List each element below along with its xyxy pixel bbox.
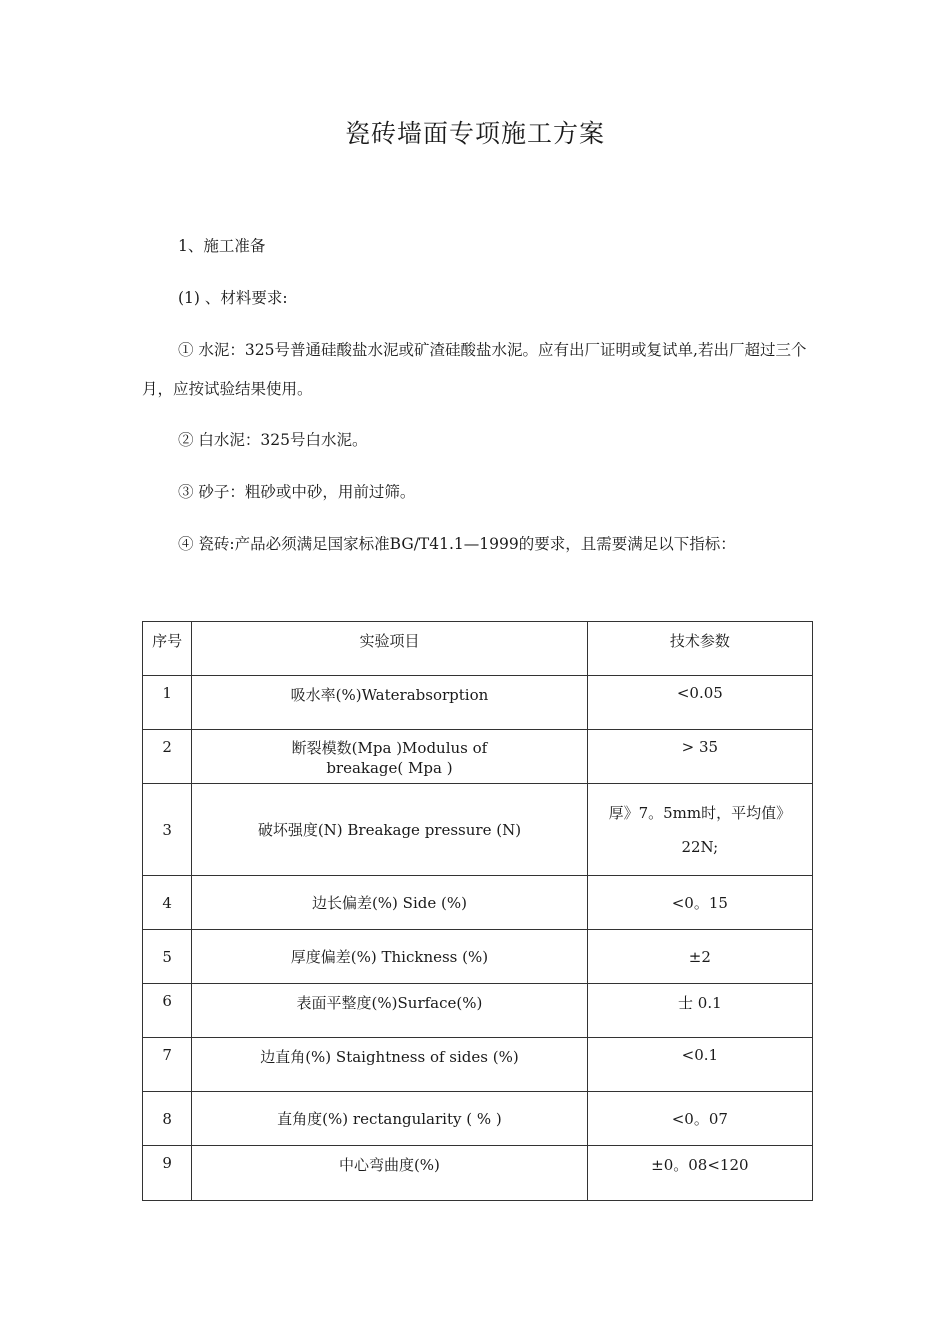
row-param: > 35 xyxy=(587,730,812,784)
row-no: 8 xyxy=(143,1092,192,1146)
section-heading: 1、施工准备 xyxy=(178,237,266,255)
row-param: ±2 xyxy=(587,930,812,984)
row-no: 5 xyxy=(143,930,192,984)
row-item: 破坏强度(N) Breakage pressure (N) xyxy=(192,784,587,876)
row-no: 1 xyxy=(143,676,192,730)
row-param: ±0。08<120 xyxy=(587,1146,812,1201)
material-item-tile: ④ 瓷砖:产品必须满足国家标准BG/T41.1—1999的要求，且需要满足以下指标： xyxy=(178,535,736,553)
row-no: 4 xyxy=(143,876,192,930)
row-param: 士 0.1 xyxy=(587,984,812,1038)
table-row xyxy=(143,930,813,984)
table-header-row xyxy=(143,622,813,676)
row-no: 3 xyxy=(143,784,192,876)
row-param: <0。15 xyxy=(587,876,812,930)
row-no: 2 xyxy=(143,730,192,784)
document-title: 瓷砖墙面专项施工方案 xyxy=(344,119,605,148)
header-param: 技术参数 xyxy=(587,622,812,676)
row-no: 7 xyxy=(143,1038,192,1092)
sub-heading: (1) 、材料要求: xyxy=(178,289,288,307)
spec-table xyxy=(142,621,813,1201)
row-param: 厚》7。5mm时，平均值》22N; xyxy=(587,784,812,876)
table-row xyxy=(143,1146,813,1201)
row-no: 6 xyxy=(143,984,192,1038)
row-item: 表面平整度(%)Surface(%) xyxy=(192,984,587,1038)
material-item-sand: ③ 砂子：粗砂或中砂，用前过筛。 xyxy=(178,483,416,501)
row-no: 9 xyxy=(143,1146,192,1201)
table-row xyxy=(143,676,813,730)
row-item: 边直角(%) Staightness of sides (%) xyxy=(192,1038,587,1092)
table-row xyxy=(143,876,813,930)
row-item: 中心弯曲度(%) xyxy=(192,1146,587,1201)
row-param: <0.05 xyxy=(587,676,812,730)
material-item-white-cement: ② 白水泥：325号白水泥。 xyxy=(178,431,368,449)
row-item: 边长偏差(%) Side (%) xyxy=(192,876,587,930)
table-row xyxy=(143,784,813,876)
material-item-cement: ① 水泥：325号普通硅酸盐水泥或矿渣硅酸盐水泥。应有出厂证明或复试单,若出厂超过三个月，应按试验结果使用。 xyxy=(142,341,807,398)
header-no: 序号 xyxy=(143,622,192,676)
row-param: <0。07 xyxy=(587,1092,812,1146)
row-param: <0.1 xyxy=(587,1038,812,1092)
table-row xyxy=(143,1092,813,1146)
row-item: 吸水率(%)Waterabsorption xyxy=(192,676,587,730)
table-row xyxy=(143,730,813,784)
row-item: 断裂模数(Mpa )Modulus of breakage( Mpa ) xyxy=(192,730,587,784)
row-item: 厚度偏差(%) Thickness (%) xyxy=(192,930,587,984)
header-item: 实验项目 xyxy=(192,622,587,676)
table-row xyxy=(143,1038,813,1092)
table-row xyxy=(143,984,813,1038)
row-item: 直角度(%) rectangularity ( % ) xyxy=(192,1092,587,1146)
